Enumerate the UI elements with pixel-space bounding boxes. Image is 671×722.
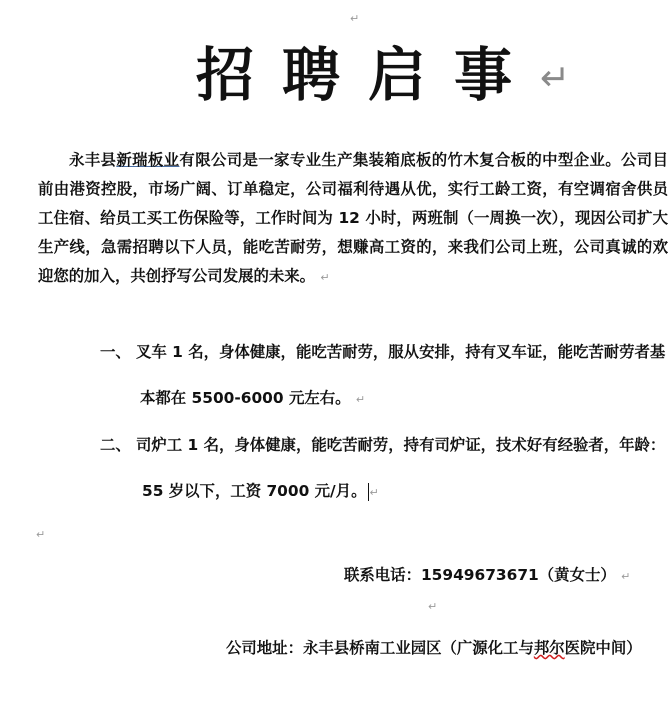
address-part1: 永丰县桥南工业园区（广源化工与 — [302, 639, 534, 657]
item-line2: 55 岁以下，工资 7000 元/月。 — [142, 482, 367, 500]
paragraph-mark: ↵ — [355, 393, 366, 406]
job-item-boiler-cont — [142, 479, 379, 501]
address-label: 公司地址： — [226, 639, 303, 657]
intro-part2: 有限公司是一家专业生产集装箱底板的竹木复合板的中型企业。公司目前由港资控股，市场广阔、订单稳定，公司福利待遇从优，实行工龄工资，有空调宿舍供员工住宿、给员工买工伤保险等，工作时间为 12 小时，两班制（一周换一次），现因公司扩大生产线，急需招聘以下人员，能吃苦耐劳，想赚高工资的，来我们公司上班，公司真诚的欢迎您的加入，共创抒写公司发展的未来。 — [38, 151, 668, 285]
intro-part1: 永丰县 — [69, 151, 117, 169]
item-number: 二、 — [100, 436, 131, 454]
item-line1: 司炉工 1 名，身体健康，能吃苦耐劳，持有司炉证，技术好有经验者，年龄： — [136, 436, 666, 454]
job-item-forklift — [100, 340, 665, 362]
job-item-boiler — [100, 433, 665, 455]
intro-paragraph — [38, 146, 668, 292]
contact-person: （黄女士） — [538, 566, 616, 584]
phone-number: 15949673671 — [420, 566, 539, 584]
paragraph-mark: ↵ — [369, 486, 379, 499]
company-name-underlined: 新瑞板业 — [116, 151, 180, 169]
title-text: 招聘启事 — [196, 41, 541, 109]
contact-phone — [344, 563, 630, 585]
page-title — [196, 41, 571, 109]
paragraph-mark: ↵ — [36, 528, 46, 541]
paragraph-mark: ↵ — [621, 570, 631, 583]
item-number: 一、 — [100, 343, 131, 361]
item-line2: 本都在 5500-6000 元左右。 — [140, 389, 351, 407]
job-item-forklift-cont — [140, 386, 365, 408]
phone-label: 联系电话： — [344, 566, 421, 584]
company-address — [226, 636, 642, 658]
spellcheck-word: 邦尔 — [533, 639, 565, 657]
address-part2: 医院中间） — [564, 639, 642, 657]
item-line1: 叉车 1 名，身体健康，能吃苦耐劳，服从安排，持有叉车证，能吃苦耐劳者基 — [136, 343, 666, 361]
paragraph-mark: ↵ — [320, 271, 330, 284]
paragraph-mark: ↵ — [428, 600, 438, 613]
return-icon: ↵ — [540, 57, 571, 99]
paragraph-mark: ↵ — [350, 12, 360, 25]
